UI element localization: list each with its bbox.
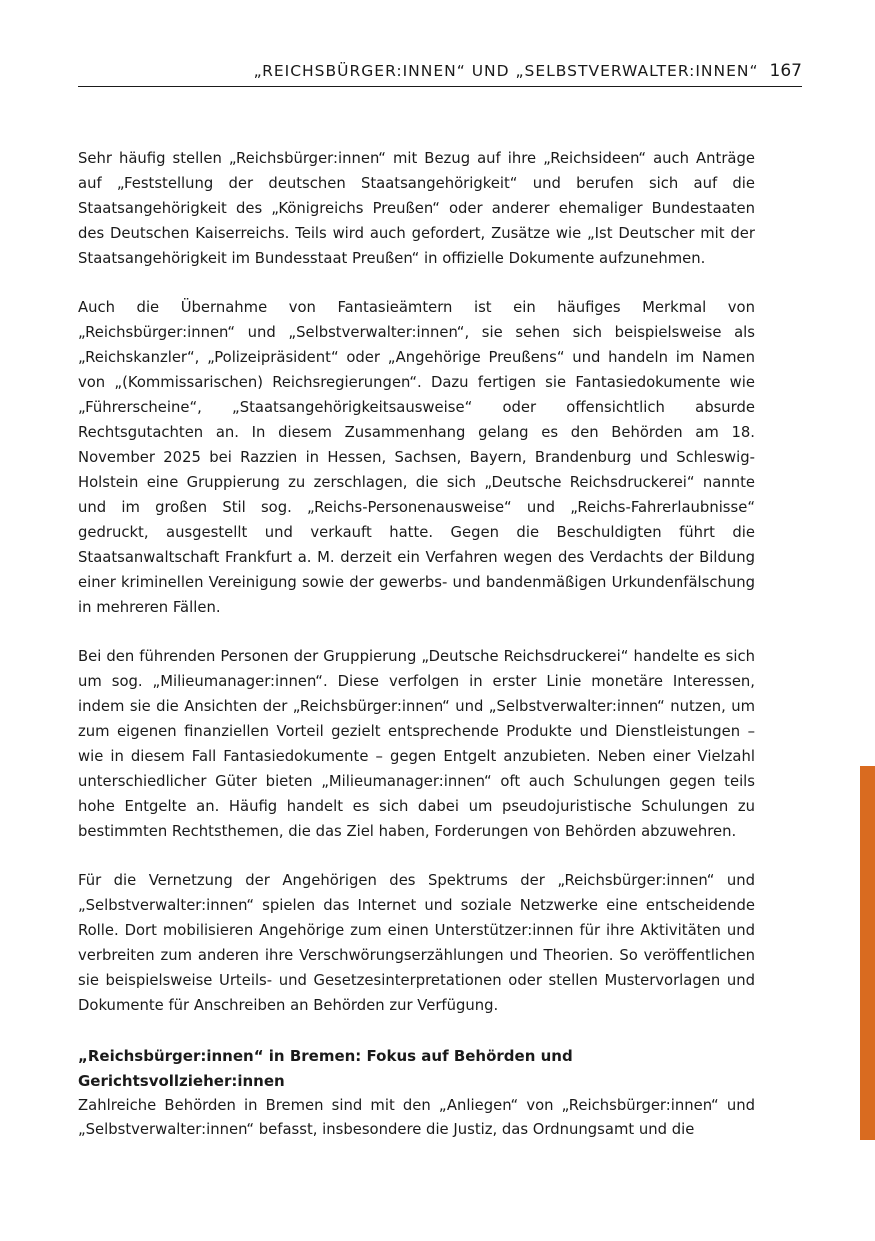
paragraph-5: Zahlreiche Behörden in Bremen sind mit den „Anliegen“ von „Reichsbürger:innen“ und „Selbstverwalter:innen“ befasst, insbesondere die Justiz, das Ordnungsamt und die [78, 1096, 755, 1139]
section-subheading: „Reichsbürger:innen“ in Bremen: Fokus auf Behörden und Gerichtsvollzieher:innen [78, 1046, 573, 1090]
paragraph-4: Für die Vernetzung der Angehörigen des Spektrums der „Reichsbürger:innen“ und „Selbstverwalter:innen“ spielen das Internet und soziale Netzwerke eine entscheidende Rolle. Dort mobilisieren Angehörige zum einen Unterstützer:innen für ihre Aktivitäten und verbreiten zum anderen ihre Verschwörungserzählungen und Theorien. So veröffentlichen sie beispielsweise Urteils- und Gesetzesinterpretationen oder stellen Mustervorlagen und Dokumente für Anschreiben an Behörden zur Verfügung. [78, 872, 755, 1015]
paragraph-3: Bei den führenden Personen der Gruppierung „Deutsche Reichsdruckerei“ handelte es sich um sog. „Milieumanager:innen“. Diese verfolgen in erster Linie monetäre Interessen, indem sie die Ansichten der „Reichsbürger:innen“ und „Selbstverwalter:innen“ nutzen, um zum eigenen finanziellen Vorteil gezielt entsprechende Produkte und Dienstleistungen – wie in diesem Fall Fantasiedokumente – gegen Entgelt anzubieten. Neben einer Vielzahl unterschiedlicher Güter bieten „Milieumanager:innen“ oft auch Schulungen gegen teils hohe Entgelte an. Häufig handelt es sich dabei um pseudojuristische Schulungen zu bestimmten Rechtsthemen, die das Ziel haben, Forderungen von Behörden abzuwehren. [78, 648, 755, 840]
body-text [78, 147, 755, 1143]
paragraph-1: Sehr häufig stellen „Reichsbürger:innen“ mit Bezug auf ihre „Reichsideen“ auch Anträge auf „Feststellung der deutschen Staatsangehörigkeit“ und berufen sich auf die Staatsangehörigkeit des „Königreichs Preußen“ oder anderer ehemaliger Bundestaaten des Deutschen Kaiserreichs. Teils wird auch gefordert, Zusätze wie „Ist Deutscher mit der Staatsangehörigkeit im Bundesstaat Preußen“ in offizielle Dokumente aufzunehmen. [78, 150, 755, 267]
running-header [78, 56, 802, 87]
page-number: 167 [769, 61, 802, 81]
running-title: „REICHSBÜRGER:INNEN“ UND „SELBSTVERWALTER:INNEN“ [253, 62, 759, 80]
paragraph-2: Auch die Übernahme von Fantasieämtern ist ein häufiges Merkmal von „Reichsbürger:innen“ und „Selbstverwalter:innen“, sie sehen sich beispielsweise als „Reichskanzler“, „Polizeipräsident“ oder „Angehörige Preußens“ und handeln im Namen von „(Kommissarischen) Reichsregierungen“. Dazu fertigen sie Fantasiedokumente wie „Führerscheine“, „Staatsangehörigkeitsausweise“ oder offensichtlich absurde Rechtsgutachten an. In diesem Zusammenhang gelang es den Behörden am 18. November 2025 bei Razzien in Hessen, Sachsen, Bayern, Brandenburg und Schleswig-Holstein eine Gruppierung zu zerschlagen, die sich „Deutsche Reichsdruckerei“ nannte und im großen Stil sog. „Reichs-Personenausweise“ und „Reichs-Fahrerlaubnisse“ gedruckt, ausgestellt und verkauft hatte. Gegen die Beschuldigten führt die Staatsanwaltschaft Frankfurt a. M. derzeit ein Verfahren wegen des Verdachts der Bildung einer kriminellen Vereinigung sowie der gewerbs- und bandenmäßigen Urkundenfälschung in mehreren Fällen. [78, 299, 755, 616]
chapter-thumb-tab [860, 766, 875, 1140]
